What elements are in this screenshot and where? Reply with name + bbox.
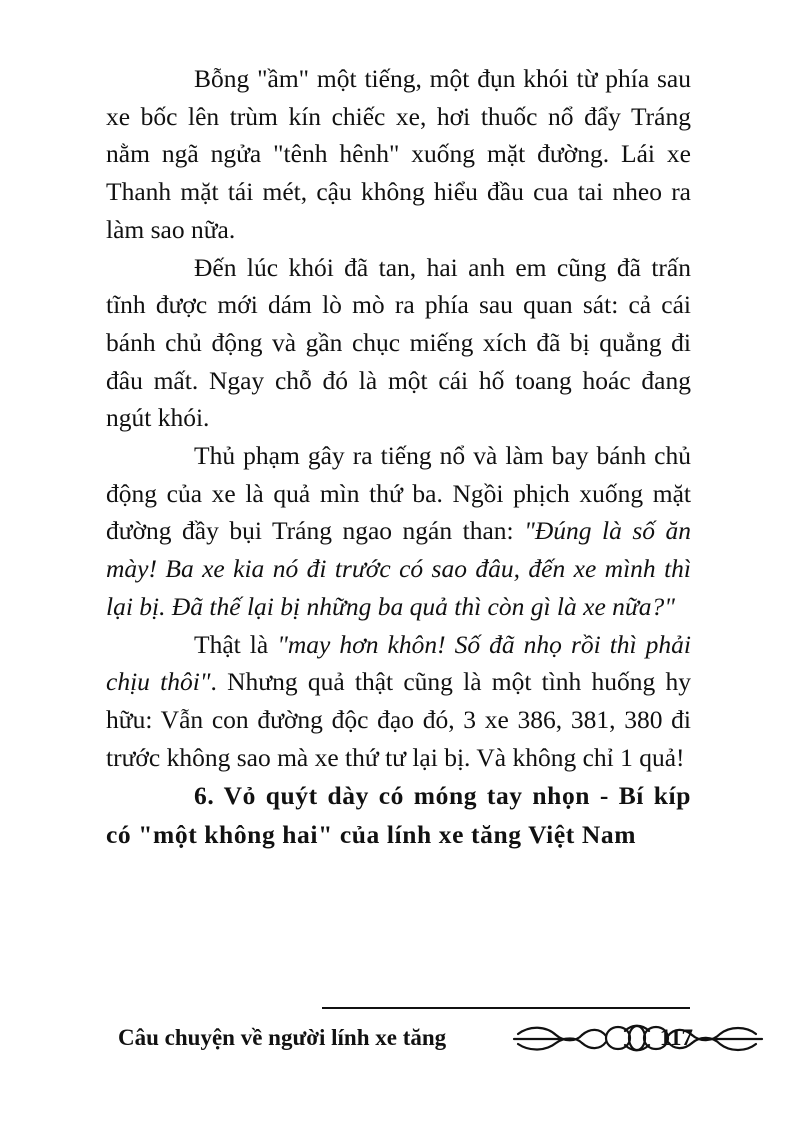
paragraph-4 [106,626,691,777]
paragraph-4-lead: Thật là [194,629,278,659]
footer-rule [322,1007,690,1009]
paragraph-4-quote: "may hơn khôn! Số đã nhọ rồi thì phải chịu thôi" [106,629,691,697]
page-footer [118,1020,693,1056]
paragraph-3-text: Thủ phạm gây ra tiếng nổ và làm bay bánh chủ động của xe là quả mìn thứ ba. Ngồi phịch xuống mặt đường đầy bụi Tráng ngao ngán than: [106,441,691,546]
page-body [106,60,691,854]
paragraph-3 [106,437,691,626]
footer-book-title: Câu chuyện về người lính xe tăng [118,1025,447,1050]
section-heading: 6. Vỏ quýt dày có móng tay nhọn - Bí kíp có "một không hai" của lính xe tăng Việt Nam [106,781,691,850]
paragraph-3-quote: "Đúng là số ăn mày! Ba xe kia nó đi trước có sao đâu, đến xe mình thì lại bị. Đã thế lại bị những ba quả thì còn gì là xe nữa?" [106,516,691,621]
paragraph-2: Đến lúc khói đã tan, hai anh em cũng đã trấn tĩnh được mới dám lò mò ra phía sau quan sát: cả cái bánh chủ động và gần chục miếng xích đã bị quẳng đi đâu mất. Ngay chỗ đó là một cái hố toang hoác đang ngút khói. [106,252,691,433]
page-number: 117 [659,1025,693,1050]
paragraph-1: Bỗng "ầm" một tiếng, một đụn khói từ phía sau xe bốc lên trùm kín chiếc xe, hơi thuốc nổ đẩy Tráng nằm ngã ngửa "tênh hênh" xuống mặt đường. Lái xe Thanh mặt tái mét, cậu không hiểu đầu cua tai nheo ra làm sao nữa. [106,64,691,244]
paragraph-4-tail: . Nhưng quả thật cũng là một tình huống hy hữu: Vẫn con đường độc đạo đó, 3 xe 386, 381, 380 đi trước không sao mà xe thứ tư lại bị. Và không chỉ 1 quả! [106,667,692,772]
ornament-icon [510,1022,764,1054]
